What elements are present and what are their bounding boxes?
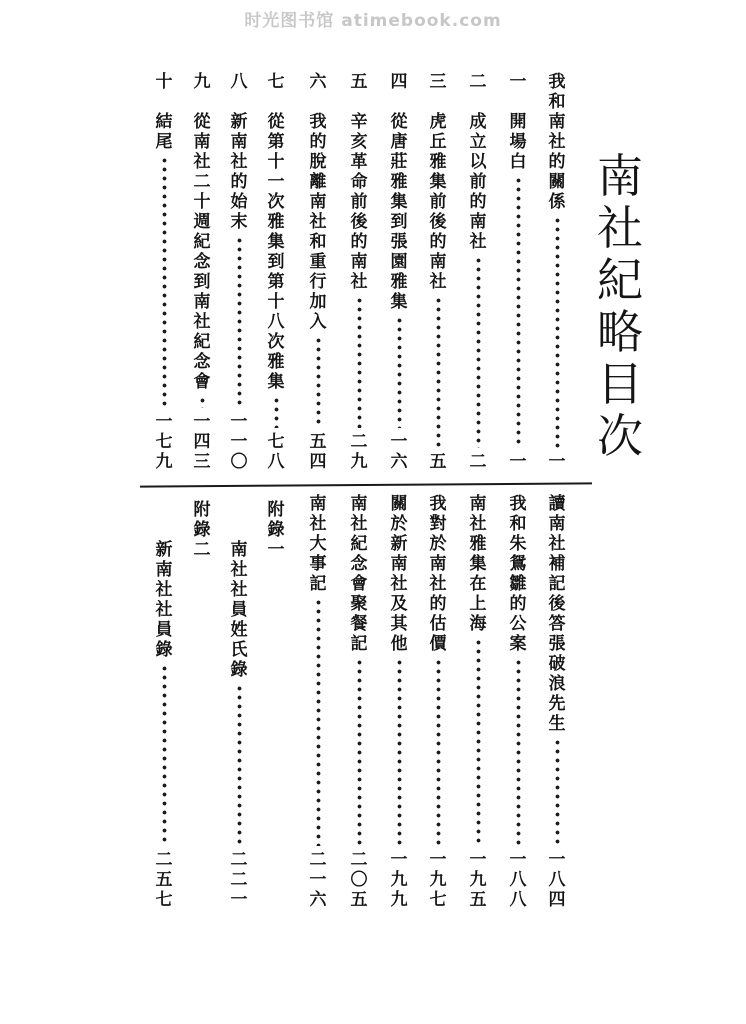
page-number: 五 (429, 452, 447, 472)
dot-leader (316, 598, 321, 846)
dot-leader (357, 658, 362, 846)
page-number: 七 八 (267, 432, 285, 472)
toc-entry (227, 72, 251, 472)
entry-title: 從 唐 莊 雅 集 到 張 園 雅 集 (390, 112, 408, 312)
dot-leader (162, 664, 167, 846)
page-number: 一 (509, 452, 527, 472)
chapter-number: 九 (193, 72, 211, 92)
entry-title: 成 立 以 前 的 南 社 (469, 112, 487, 252)
toc-entry (152, 540, 176, 910)
chapter-number: 六 (309, 72, 327, 92)
entry-title: 虎 丘 雅 集 前 後 的 南 社 (429, 112, 447, 292)
entry-title: 我 的 脫 離 南 社 和 重 行 加 入 (309, 112, 327, 332)
toc-entry (506, 494, 530, 910)
chapter-number: 五 (350, 72, 368, 92)
page-number: 一 四 三 (193, 412, 211, 472)
toc-entry (387, 72, 411, 472)
toc-entry (545, 72, 569, 472)
entry-title: 我 對 於 南 社 的 估 價 (429, 494, 447, 654)
appendix-label-text: 附 錄 二 (193, 500, 211, 560)
toc-entry (152, 72, 176, 472)
entry-title: 開 場 白 (509, 112, 527, 172)
page-number: 五 四 (309, 432, 327, 472)
chapter-number: 四 (390, 72, 408, 92)
dot-leader (436, 296, 441, 448)
entry-title: 南 社 社 員 姓 氏 錄 (230, 540, 248, 680)
page-number: 二 九 (350, 432, 368, 472)
toc-entry (466, 72, 490, 472)
section-divider (140, 482, 592, 491)
page-number: 一 八 八 (509, 850, 527, 910)
toc-entry (190, 72, 214, 472)
toc-entry (264, 72, 288, 472)
page-number: 二 〇 五 (350, 850, 368, 910)
dot-leader (476, 638, 481, 846)
page-number: 一 六 (390, 432, 408, 472)
dot-leader (237, 236, 242, 408)
entry-title: 從 南 社 二 十 週 紀 念 到 南 社 紀 念 會 (193, 112, 211, 392)
toc-entry (545, 494, 569, 910)
chapter-number: 七 (267, 72, 285, 92)
chapter-number: 三 (429, 72, 447, 92)
page-number: 一 (548, 452, 566, 472)
dot-leader (357, 296, 362, 428)
entry-title: 新 南 社 社 員 錄 (155, 540, 173, 660)
page-number: 一 九 九 (390, 850, 408, 910)
appendix-label (190, 500, 214, 580)
entry-title: 南 社 紀 念 會 聚 餐 記 (350, 494, 368, 654)
dot-leader (397, 658, 402, 846)
appendix-label-text: 附 錄 一 (267, 500, 285, 560)
entry-title: 從 第 十 一 次 雅 集 到 第 十 八 次 雅 集 (267, 112, 285, 392)
dot-leader (274, 396, 279, 428)
toc-entry (466, 494, 490, 910)
entry-title: 南 社 大 事 記 (309, 494, 327, 594)
page-number: 一 八 四 (548, 850, 566, 910)
chapter-number: 二 (469, 72, 487, 92)
chapter-number: 一 (509, 72, 527, 92)
chapter-number: 八 (230, 72, 248, 92)
toc-entry (387, 494, 411, 910)
entry-title: 我 和 朱 鴛 雛 的 公 案 (509, 494, 527, 654)
dot-leader (162, 156, 167, 408)
dot-leader (200, 396, 205, 408)
dot-leader (516, 658, 521, 846)
page-number: 二 二 一 (230, 850, 248, 910)
page-number: 一 七 九 (155, 412, 173, 472)
dot-leader (555, 738, 560, 846)
toc-entry (347, 494, 371, 910)
dot-leader (237, 684, 242, 846)
entry-title: 新 南 社 的 始 末 (230, 112, 248, 232)
chapter-number: 十 (155, 72, 173, 92)
dot-leader (397, 316, 402, 428)
page-number: 一 九 五 (469, 850, 487, 910)
entry-title: 讀 南 社 補 記 後 答 張 破 浪 先 生 (548, 494, 566, 734)
page-number: 二 (469, 452, 487, 472)
entry-title: 關 於 新 南 社 及 其 他 (390, 494, 408, 654)
dot-leader (555, 216, 560, 448)
toc-entry (227, 540, 251, 910)
toc-entry (306, 494, 330, 910)
toc-entry (426, 72, 450, 472)
entry-title: 南 社 雅 集 在 上 海 (469, 494, 487, 634)
entry-title: 辛 亥 革 命 前 後 的 南 社 (350, 112, 368, 292)
dot-leader (476, 256, 481, 448)
toc-entry (506, 72, 530, 472)
page-number: 一 九 七 (429, 850, 447, 910)
toc-entry (426, 494, 450, 910)
dot-leader (516, 176, 521, 448)
appendix-label (264, 500, 288, 580)
watermark: 时光图书馆 atimebook.com (244, 11, 502, 31)
page-number: 二 五 七 (155, 850, 173, 910)
entry-title: 我 和 南 社 的 關 係 (548, 72, 566, 212)
toc-entry (347, 72, 371, 472)
page-number: 二 一 六 (309, 850, 327, 910)
page-number: 一 一 〇 (230, 412, 248, 472)
dot-leader (316, 336, 321, 428)
entry-title: 結 尾 (155, 112, 173, 152)
toc-entry (306, 72, 330, 472)
page-title: 南 社 紀 略 目 次 (597, 149, 643, 463)
dot-leader (436, 658, 441, 846)
